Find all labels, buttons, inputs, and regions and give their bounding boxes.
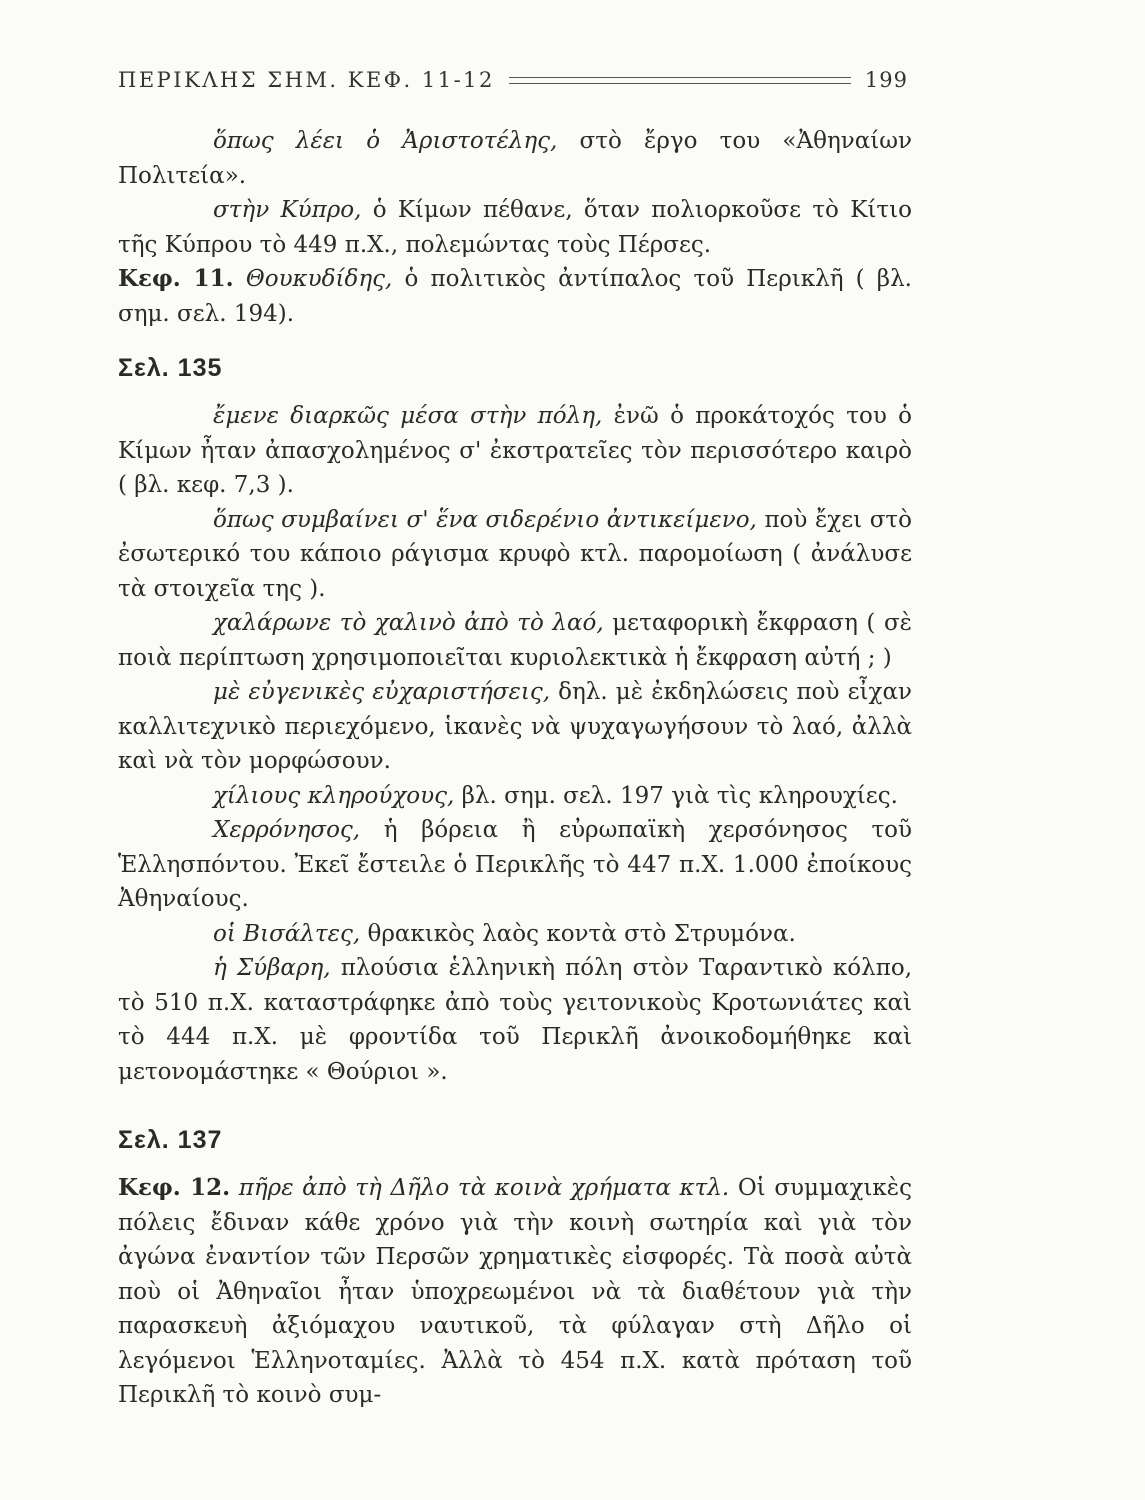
header-double-rule <box>509 77 851 84</box>
note-paragraph <box>118 917 912 952</box>
note-text: δηλ. μὲ ἐκδηλώσεις ποὺ εἶχαν καλλιτεχνικὸ περιεχόμενο, ἱκανὲς νὰ ψυχαγωγήσουν τὸ λαό, ἀλλὰ καὶ νὰ τὸν μορφώσουν. <box>118 679 912 774</box>
chapter-label: Κεφ. 11. <box>118 265 234 292</box>
note-text: ἐνῶ ὁ προκάτοχός του ὁ Κίμων ἦταν ἀπασχολημένος σ' ἐκστρατεῖες τὸν περισσότερο καιρὸ ( βλ. κεφ. 7,3 ). <box>118 403 912 498</box>
note-text: μεταφορικὴ ἔκφραση ( σὲ ποιὰ περίπτωση χρησιμοποιεῖται κυριολεκτικὰ ἡ ἔκφραση αὐτή ; ) <box>118 610 912 671</box>
note-text: ποὺ ἔχει στὸ ἐσωτερικό του κάποιο ράγισμα κρυφὸ κτλ. παρομοίωση ( ἀνάλυσε τὰ στοιχεῖα της ). <box>118 506 912 602</box>
lemma: οἱ Βισάλτες, <box>213 920 361 947</box>
running-header <box>118 64 908 96</box>
lemma: Θουκυδίδης, <box>233 266 393 292</box>
lemma: χίλιους κληρούχους, <box>213 782 455 809</box>
lemma: Χερρόνησος, <box>213 817 361 843</box>
lemma: ἡ Σύβαρη, <box>213 955 331 981</box>
note-text: στὸ ἔργο του «Ἀθηναίων Πολιτεία». <box>118 128 912 189</box>
note-text: πλούσια ἑλληνικὴ πόλη στὸν Ταραντικὸ κόλπο, τὸ 510 π.Χ. καταστράφηκε ἀπὸ τοὺς γειτονικοὺς Κροτωνιάτες καὶ τὸ 444 π.Χ. μὲ φροντίδα τοῦ Περικλῆ ἀνοικοδομήθηκε καὶ μετονομάστηκε « Θούριοι ». <box>118 955 913 1085</box>
note-paragraph <box>118 1171 912 1413</box>
note-text: θρακικὸς λαὸς κοντὰ στὸ Στρυμόνα. <box>360 920 796 947</box>
note-paragraph <box>118 193 912 262</box>
note-text: Οἱ συμμαχικὲς πόλεις ἔδιναν κάθε χρόνο γιὰ τὴν κοινὴ σωτηρία καὶ γιὰ τὸν ἀγώνα ἐναντίον τῶν Περσῶν χρηματικὲς εἰσφορές. Τὰ ποσὰ αὐτὰ ποὺ οἱ Ἀθηναῖοι ἦταν ὑποχρεωμένοι νὰ τὰ διαθέτουν γιὰ τὴν παρασκευὴ ἀξιόμαχου ναυτικοῦ, τὰ φύλαγαν στὴ Δῆλο οἱ λεγόμενοι Ἑλληνοταμίες. Ἀλλὰ τὸ 454 π.Χ. κατὰ πρόταση τοῦ Περικλῆ τὸ κοινὸ συμ- <box>118 1175 912 1408</box>
note-paragraph <box>118 262 912 331</box>
note-text: ὁ Κίμων πέθανε, ὅταν πολιορκοῦσε τὸ Κίτιο τῆς Κύπρου τὸ 449 π.Χ., πολεμώντας τοὺς Πέρσες. <box>118 197 912 258</box>
note-paragraph <box>118 951 912 1089</box>
lemma: στὴν Κύπρο, <box>213 197 362 223</box>
lemma: ὅπως λέει ὁ Ἀριστοτέλης, <box>213 128 558 154</box>
lemma: πῆρε ἀπὸ τὴ Δῆλο τὰ κοινὰ χρήματα κτλ. <box>230 1175 730 1201</box>
page-number: 199 <box>864 68 908 92</box>
note-paragraph <box>118 675 912 779</box>
lemma: ἔμενε διαρκῶς μέσα στὴν πόλη, <box>213 403 603 429</box>
chapter-label: Κεφ. 12. <box>118 1174 231 1201</box>
note-paragraph <box>118 399 912 503</box>
note-paragraph <box>118 124 912 193</box>
section-heading: Σελ. 135 <box>118 354 223 382</box>
header-title: ΠΕΡΙΚΛΗΣ ΣΗΜ. ΚΕΦ. 11-12 <box>118 68 495 92</box>
lemma: ὅπως συμβαίνει σ' ἕνα σιδερένιο ἀντικείμενο, <box>213 506 757 533</box>
note-paragraph <box>118 779 912 814</box>
note-paragraph <box>118 503 912 607</box>
lemma: χαλάρωνε τὸ χαλινὸ ἀπὸ τὸ λαό, <box>213 610 604 636</box>
lemma: μὲ εὐγενικὲς εὐχαριστήσεις, <box>213 679 551 705</box>
note-paragraph <box>118 813 912 917</box>
note-text: ὁ πολιτικὸς ἀντίπαλος τοῦ Περικλῆ ( βλ. σημ. σελ. 194). <box>118 266 912 327</box>
note-text: ἡ βόρεια ἢ εὐρωπαϊκὴ χερσόνησος τοῦ Ἑλλησπόντου. Ἐκεῖ ἔστειλε ὁ Περικλῆς τὸ 447 π.Χ. 1.000 ἐποίκους Ἀθηναίους. <box>118 817 912 912</box>
note-paragraph <box>118 606 912 675</box>
note-text: βλ. σημ. σελ. 197 γιὰ τὶς κληρουχίες. <box>454 782 898 809</box>
page-body <box>118 124 912 1413</box>
section-heading: Σελ. 137 <box>118 1126 223 1154</box>
